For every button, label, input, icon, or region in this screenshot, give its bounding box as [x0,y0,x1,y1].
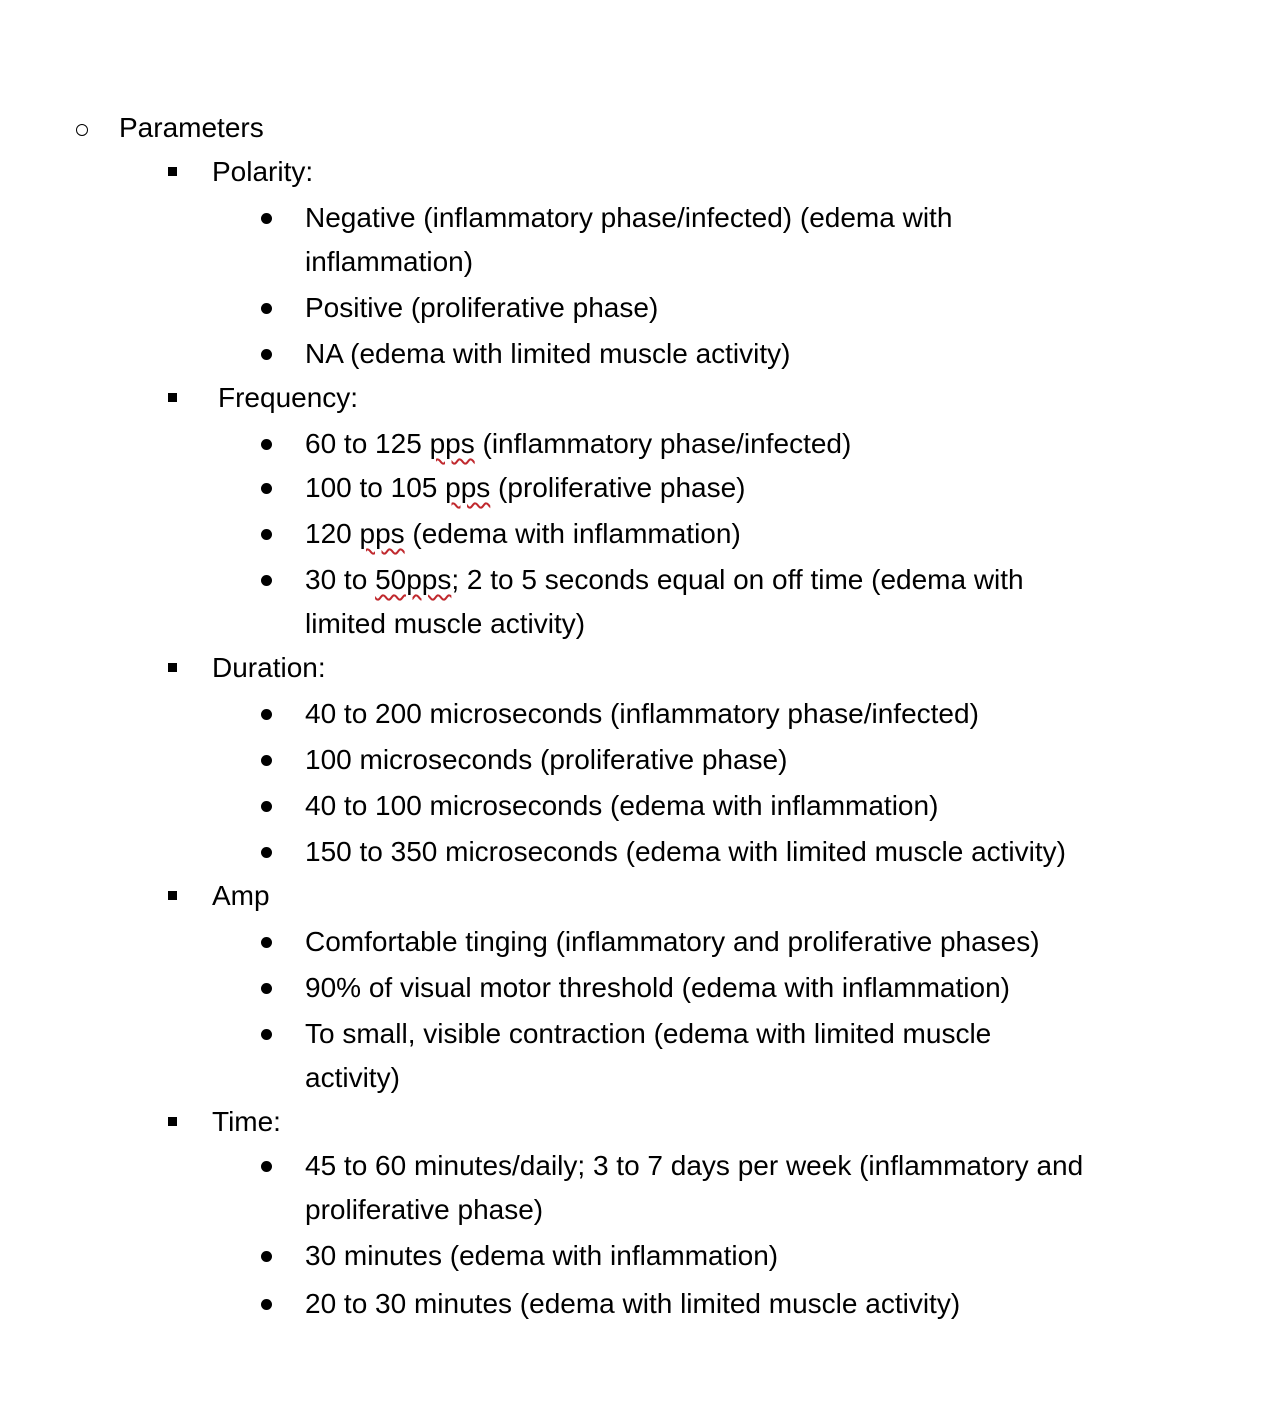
item-text: 40 to 100 microseconds (edema with inflammation) [305,790,939,821]
bullet-icon [261,1299,272,1310]
item-text: NA (edema with limited muscle activity) [305,338,791,369]
item-text: inflammation) [305,246,474,277]
group-label: Polarity: [212,156,314,187]
bullet-icon [261,937,272,948]
item-text: 150 to 350 microseconds (edema with limited muscle activity) [305,836,1066,867]
bullet-icon [261,303,272,314]
spellcheck-flagged-word[interactable]: 50pps [375,564,452,595]
bullet-icon [261,755,272,766]
bullet-icon [261,439,272,450]
bullet-icon [261,529,272,540]
bullet-icon [261,213,272,224]
bullet-icon [261,1251,272,1262]
square-bullet-icon [168,663,177,672]
item-text: 90% of visual motor threshold (edema with inflammation) [305,972,1010,1003]
bullet-icon [261,483,272,494]
item-text: 30 minutes (edema with inflammation) [305,1240,779,1271]
item-text: 100 microseconds (proliferative phase) [305,744,788,775]
square-bullet-icon [168,393,177,402]
bullet-icon [261,1161,272,1172]
bullet-icon [261,1029,272,1040]
item-text: Comfortable tinging (inflammatory and proliferative phases) [305,926,1040,957]
spellcheck-flagged-word[interactable]: pps [445,472,491,503]
item-text: activity) [305,1062,400,1093]
item-text: 45 to 60 minutes/daily; 3 to 7 days per week (inflammatory and [305,1150,1084,1181]
group-label: Time: [212,1106,281,1137]
spellcheck-flagged-word[interactable]: pps [359,518,405,549]
group-label: Duration: [212,652,326,683]
item-text: 30 to 50pps; 2 to 5 seconds equal on off time (edema with [305,564,1024,595]
spellcheck-flagged-word[interactable]: pps [429,428,475,459]
hollow-circle-bullet-icon [76,124,88,136]
item-text: limited muscle activity) [305,608,586,639]
group-label: Amp [212,880,270,911]
bullet-icon [261,801,272,812]
square-bullet-icon [168,167,177,176]
item-text: To small, visible contraction (edema with limited muscle [305,1018,992,1049]
item-text: 120 pps (edema with inflammation) [305,518,741,549]
item-text: 60 to 125 pps (inflammatory phase/infected) [305,428,852,459]
bullet-icon [261,847,272,858]
square-bullet-icon [168,1117,177,1126]
group-label: Frequency: [218,382,359,413]
section-title: Parameters [119,112,264,143]
bullet-icon [261,349,272,360]
item-text: proliferative phase) [305,1194,544,1225]
bullet-icon [261,709,272,720]
item-text: 20 to 30 minutes (edema with limited muscle activity) [305,1288,961,1319]
square-bullet-icon [168,891,177,900]
bullet-icon [261,983,272,994]
item-text: 40 to 200 microseconds (inflammatory phase/infected) [305,698,979,729]
item-text: 100 to 105 pps (proliferative phase) [305,472,746,503]
item-text: Negative (inflammatory phase/infected) (edema with [305,202,953,233]
bullet-icon [261,575,272,586]
item-text: Positive (proliferative phase) [305,292,659,323]
